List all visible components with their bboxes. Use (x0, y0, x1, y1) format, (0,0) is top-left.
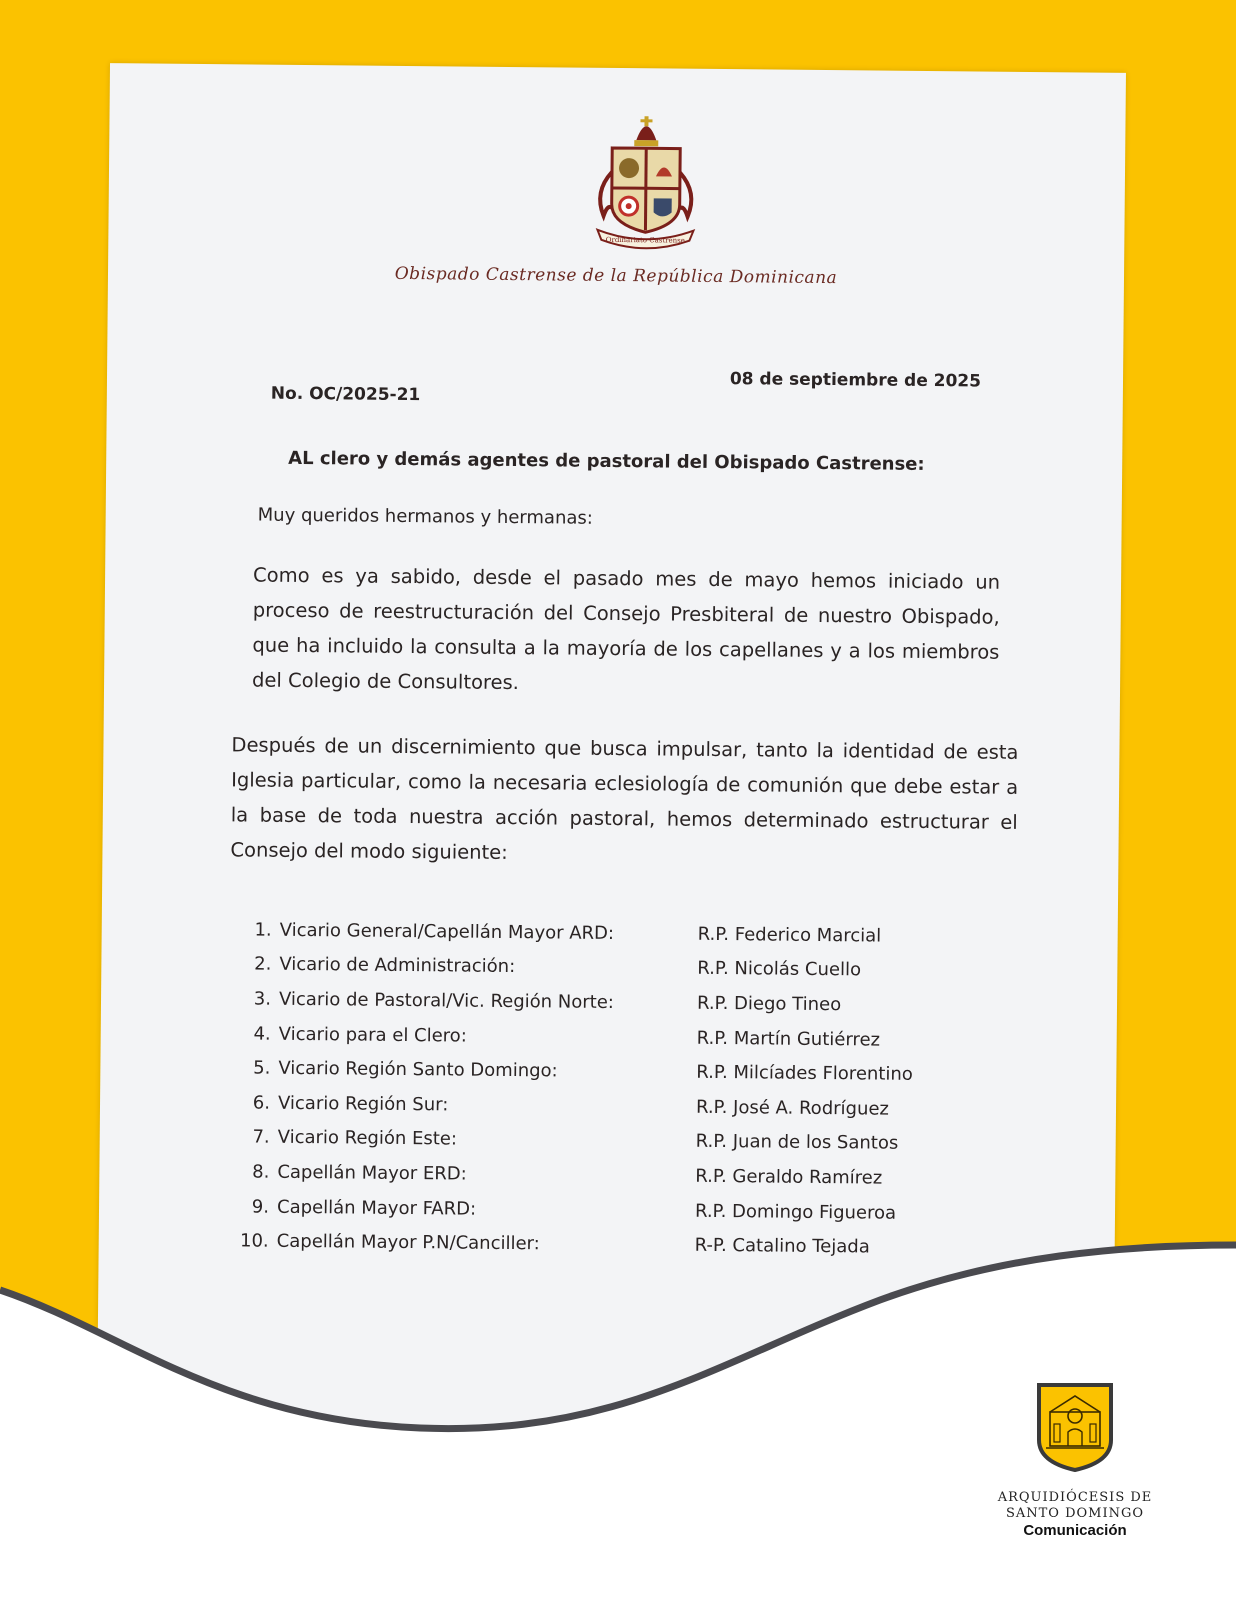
item-role: Vicario Región Sur: (277, 1092, 449, 1116)
crest-motto: Ordinariato Castrense (605, 235, 685, 245)
salutation: Muy queridos hermanos y hermanas: (257, 504, 593, 529)
cathedral-shield-icon (1036, 1382, 1114, 1472)
item-name: R.P. Diego Tineo (696, 992, 842, 1016)
item-number: 8. (252, 1161, 270, 1183)
item-number: 7. (252, 1126, 270, 1149)
item-number: 5. (253, 1057, 271, 1079)
item-number: 1. (254, 919, 272, 941)
item-number: 2. (254, 953, 272, 976)
item-number: 10. (239, 1230, 269, 1252)
item-role: Vicario de Administración: (279, 954, 516, 978)
item-number: 3. (253, 988, 272, 1010)
archdiocese-logo (975, 1382, 1175, 1539)
item-role: Vicario Región Este: (277, 1127, 458, 1150)
item-role: Vicario para el Clero: (278, 1023, 467, 1047)
item-name: R.P. Juan de los Santos (695, 1131, 899, 1155)
organization-name: Obispado Castrense de la República Dominicana (394, 263, 838, 289)
item-role: Vicario Región Santo Domingo: (278, 1057, 558, 1082)
item-name: R.P. Domingo Figueroa (694, 1200, 897, 1224)
item-number: 6. (252, 1092, 271, 1114)
brand-line-2: SANTO DOMINGO (1005, 1506, 1145, 1521)
document-number: No. OC/2025-21 (270, 383, 421, 406)
item-role: Capellán Mayor P.N/Canciller: (276, 1230, 540, 1255)
item-role: Vicario de Pastoral/Vic. Región Norte: (278, 988, 615, 1013)
letter-date: 08 de septiembre de 2025 (729, 369, 982, 392)
paragraph-2: Después de un discernimiento que busca impulsar, tanto la identidad de esta Iglesia particular, como la necesaria eclesiología de comunión que debe estar a la base de toda nuestra acción pastoral, hemos determinado estructurar el Consejo del modo siguiente: (230, 733, 1019, 864)
item-name: R.P. Geraldo Ramírez (695, 1165, 883, 1189)
item-name: R.P. José A. Rodríguez (695, 1096, 890, 1120)
paragraph-1: Como es ya sabido, desde el pasado mes de mayo hemos iniciado un proceso de reestructuración del Consejo Presbiteral de nuestro Obispado, que ha incluido la consulta a la mayoría de los capellanes y a los miembros del Colegio de Consultores. (251, 563, 1001, 695)
item-name: R.P. Federico Marcial (697, 923, 882, 947)
item-number: 4. (253, 1023, 271, 1045)
item-number: 9. (251, 1196, 270, 1218)
item-role: Capellán Mayor FARD: (276, 1196, 477, 1220)
item-name: R.P. Milcíades Florentino (696, 1061, 913, 1086)
item-name: R-P. Catalino Tejada (694, 1234, 870, 1258)
addressee: AL clero y demás agentes de pastoral del Obispado Castrense: (288, 447, 925, 475)
brand-line-3: Comunicación (1023, 1522, 1127, 1539)
item-role: Vicario General/Capellán Mayor ARD: (279, 919, 615, 944)
item-name: R.P. Nicolás Cuello (697, 958, 862, 981)
item-name: R.P. Martín Gutiérrez (696, 1027, 881, 1051)
item-role: Capellán Mayor ERD: (277, 1161, 467, 1185)
brand-line-1: ARQUIDIÓCESIS DE (997, 1490, 1153, 1505)
